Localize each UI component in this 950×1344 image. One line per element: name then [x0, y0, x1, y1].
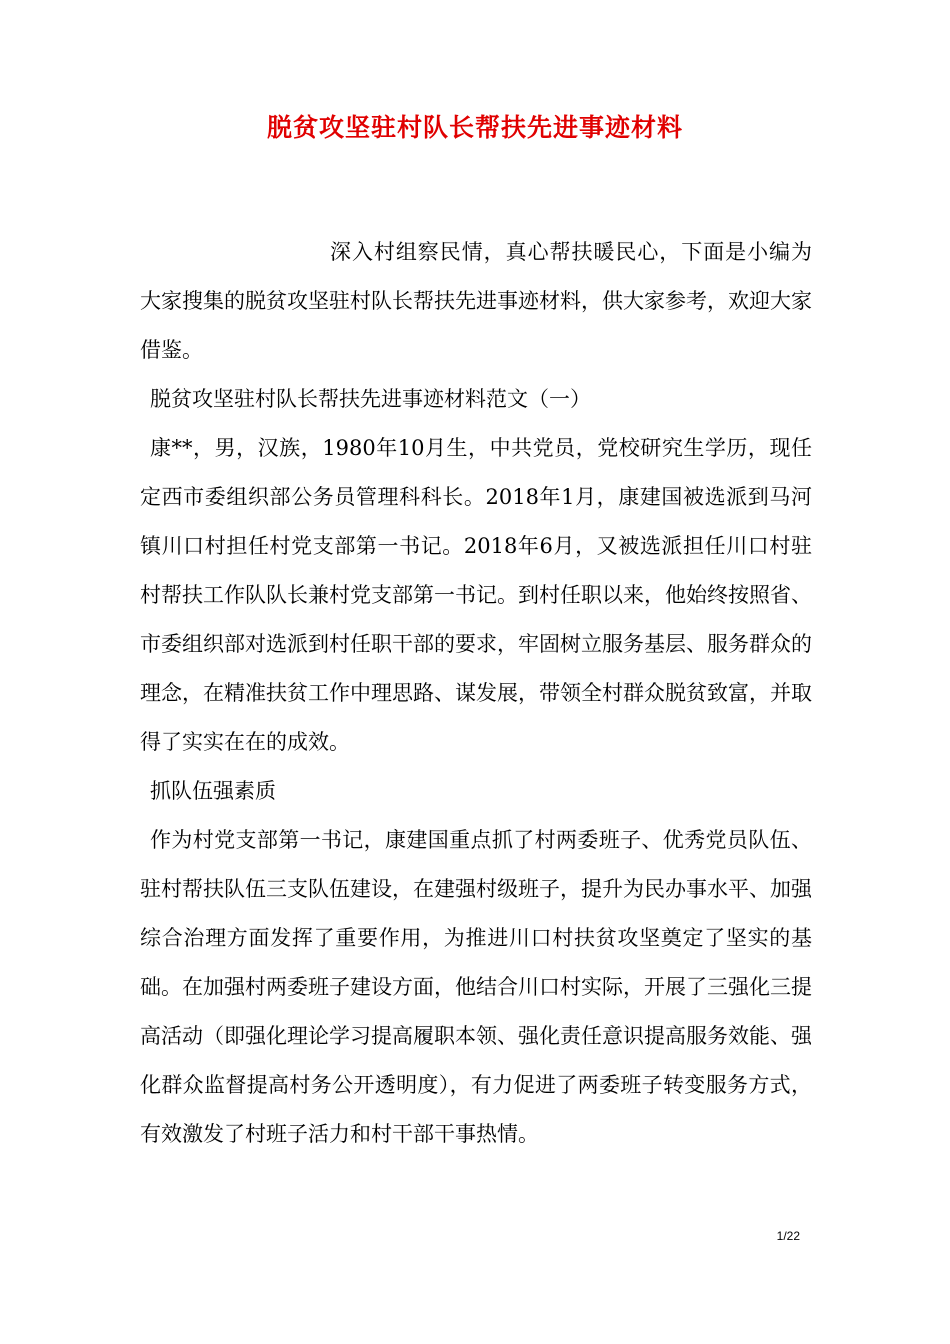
intro-paragraph: 深入村组察民情，真心帮扶暖民心，下面是小编为大家搜集的脱贫攻坚驻村队长帮扶先进事迹材料，供大家参考，欢迎大家借鉴。: [140, 240, 812, 362]
team-building-paragraph: 作为村党支部第一书记，康建国重点抓了村两委班子、优秀党员队伍、驻村帮扶队伍三支队伍建设，在建强村级班子，提升为民办事水平、加强综合治理方面发挥了重要作用，为推进川口村扶贫攻坚奠定了坚实的基础。在加强村两委班子建设方面，他结合川口村实际，开展了三强化三提高活动（即强化理论学习提高履职本领、强化责任意识提高服务效能、强化群众监督提高村务公开透明度），有力促进了两委班子转变服务方式，有效激发了村班子活力和村干部干事热情。: [140, 828, 812, 1146]
document-title: 脱贫攻坚驻村队长帮扶先进事迹材料: [266, 113, 683, 142]
document-body: [140, 228, 812, 1159]
subheading-team-quality: 抓队伍强素质: [150, 779, 276, 803]
section-heading-sample-one: 脱贫攻坚驻村队长帮扶先进事迹材料范文（一）: [150, 387, 591, 411]
page-number: 1/22: [776, 1229, 800, 1243]
profile-paragraph: 康**，男，汉族，1980年10月生，中共党员，党校研究生学历，现任定西市委组织部公务员管理科科长。2018年1月，康建国被选派到马河镇川口村担任村党支部第一书记。2018年6月，又被选派担任川口村驻村帮扶工作队队长兼村党支部第一书记。到村任职以来，他始终按照省、市委组织部对选派到村任职干部的要求，牢固树立服务基层、服务群众的理念，在精准扶贫工作中理思路、谋发展，带领全村群众脱贫致富，并取得了实实在在的成效。: [140, 436, 812, 754]
